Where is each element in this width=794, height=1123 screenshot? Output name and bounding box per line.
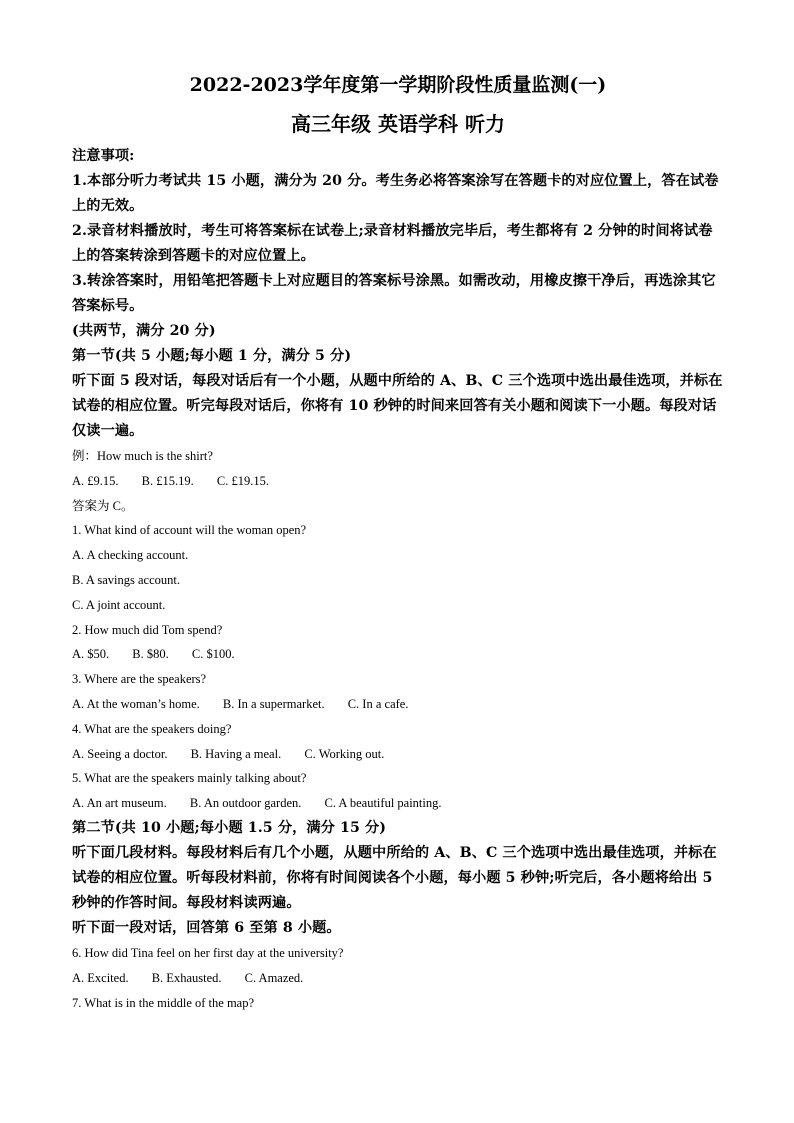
option-b: B. Exhausted. xyxy=(151,970,222,985)
option-c: C. £19.15. xyxy=(216,473,269,488)
option-a: A. Seeing a doctor. xyxy=(72,746,168,761)
option-a: A. An art museum. xyxy=(72,796,167,811)
q4-options xyxy=(72,742,724,767)
question-1: 1. What kind of account will the woman open? xyxy=(72,523,307,538)
exam-title: 2022-2023学年度第一学期阶段性质量监测(一) xyxy=(189,74,607,96)
question-6: 6. How did Tina feel on her first day at the university? xyxy=(72,945,344,960)
q2-options xyxy=(72,642,724,667)
exam-page xyxy=(72,70,724,1015)
option-b: B. An outdoor garden. xyxy=(189,796,302,811)
option-c: C. Amazed. xyxy=(244,970,304,985)
q3-options xyxy=(72,692,724,717)
option-a: A. £9.15. xyxy=(72,473,119,488)
example-question: 例：How much is the shirt? xyxy=(72,449,213,463)
option-c: C. Working out. xyxy=(304,746,385,761)
q1-option-c: C. A joint account. xyxy=(72,597,166,612)
question-2: 2. How much did Tom spend? xyxy=(72,622,223,637)
section2-heading: 第二节(共 10 小题;每小题 1.5 分，满分 15 分) xyxy=(72,819,387,836)
example-options xyxy=(72,469,724,494)
option-b: B. In a supermarket. xyxy=(222,696,325,711)
total-score: (共两节，满分 20 分) xyxy=(72,323,216,339)
note-3: 3.转涂答案时，用铅笔把答题卡上对应题目的答案标号涂黑。如需改动，用橡皮擦干净后，再选涂其它答案标号。 xyxy=(72,273,716,314)
option-b: B. Having a meal. xyxy=(190,746,282,761)
question-3: 3. Where are the speakers? xyxy=(72,672,207,687)
option-a: A. $50. xyxy=(72,647,110,662)
q1-option-a: A. A checking account. xyxy=(72,548,189,563)
option-c: C. $100. xyxy=(191,647,235,662)
option-b: B. £15.19. xyxy=(141,473,194,488)
option-c: C. A beautiful painting. xyxy=(324,796,442,811)
section1-heading: 第一节(共 5 小题;每小题 1 分，满分 5 分) xyxy=(72,348,352,364)
option-a: A. Excited. xyxy=(72,970,129,985)
question-7: 7. What is in the middle of the map? xyxy=(72,995,255,1010)
option-c: C. In a cafe. xyxy=(347,696,409,711)
question-4: 4. What are the speakers doing? xyxy=(72,721,232,736)
option-b: B. $80. xyxy=(132,647,169,662)
section2-instructions: 听下面几段材料。每段材料后有几个小题，从题中所给的 A、B、C 三个选项中选出最佳选项，并标在试卷的相应位置。听每段材料前，你将有时间阅读各个小题，每小题 5 秒钟;听完后，各小题将给出 5 秒钟的作答时间。每段材料读两遍。 xyxy=(72,844,717,911)
notes-heading: 注意事项: xyxy=(72,148,135,164)
section1-instructions: 听下面 5 段对话，每段对话后有一个小题，从题中所给的 A、B、C 三个选项中选出最佳选项，并标在试卷的相应位置。听完每段对话后，你将有 10 秒钟的时间来回答有关小题和阅读下一小题。每段对话仅读一遍。 xyxy=(72,373,723,439)
q6-options xyxy=(72,966,724,991)
example-answer: 答案为 C。 xyxy=(72,498,134,513)
exam-subtitle: 高三年级 英语学科 听力 xyxy=(291,112,505,136)
q5-options xyxy=(72,791,724,816)
question-5: 5. What are the speakers mainly talking about? xyxy=(72,771,307,786)
option-a: A. At the woman’s home. xyxy=(72,696,200,711)
dialog-intro: 听下面一段对话，回答第 6 至第 8 小题。 xyxy=(72,919,341,936)
note-1: 1.本部分听力考试共 15 小题，满分为 20 分。考生务必将答案涂写在答题卡的对应位置上，答在试卷上的无效。 xyxy=(72,173,719,214)
q1-option-b: B. A savings account. xyxy=(72,572,180,587)
note-2: 2.录音材料播放时，考生可将答案标在试卷上;录音材料播放完毕后，考生都将有 2 分钟的时间将试卷上的答案转涂到答题卡的对应位置上。 xyxy=(72,223,713,264)
